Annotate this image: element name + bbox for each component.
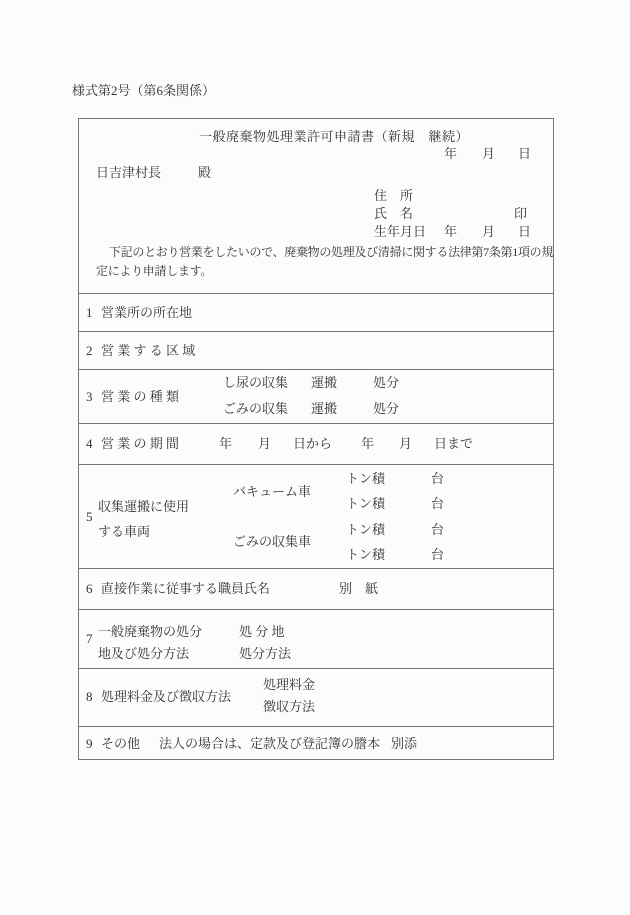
- processing-fee-label: 処理料金: [263, 677, 316, 692]
- birth-month-label: 月: [482, 224, 496, 239]
- row-number: 2: [86, 343, 93, 358]
- row-number: 1: [86, 305, 93, 320]
- row-number: 3: [86, 389, 93, 404]
- period-from-day: 日から: [293, 436, 333, 451]
- unit-count-label: 台: [431, 522, 445, 537]
- row-number: 4: [86, 436, 93, 451]
- table-row-6-staff-names: [79, 568, 553, 609]
- garbage-transport-option: 運搬: [311, 401, 338, 416]
- date-day-label: 日: [518, 146, 532, 161]
- row-label: 営 業 の 種 類: [101, 389, 180, 404]
- table-row-7-disposal-site: [79, 609, 553, 668]
- row-number: 9: [86, 736, 93, 751]
- unit-count-label: 台: [431, 496, 445, 511]
- tonnage-label: トン積: [346, 496, 386, 511]
- application-form-box: [78, 118, 554, 760]
- date-year-label: 年: [444, 146, 458, 161]
- declaration-line-1: 下記のとおり営業をしたいので、廃棄物の処理及び清掃に関する法律第7条第1項の規: [109, 245, 554, 259]
- table-row-8-fees: [79, 668, 553, 726]
- row-label: その他: [101, 736, 141, 751]
- row-number: 5: [86, 509, 93, 524]
- declaration-text: [96, 243, 553, 281]
- declaration-line-2: 定により申請します。: [96, 264, 213, 278]
- unit-count-label: 台: [431, 547, 445, 562]
- form-code: 様式第2号（第6条関係）: [72, 83, 216, 98]
- garbage-truck-label: ごみの収集車: [233, 534, 312, 549]
- row-number: 8: [86, 689, 93, 704]
- nightsoil-disposal-option: 処分: [373, 375, 400, 390]
- disposal-site-label: 処 分 地: [239, 624, 285, 639]
- row-number: 7: [86, 631, 93, 646]
- row-label: 直接作業に従事する職員氏名: [101, 581, 271, 596]
- form-title: 一般廃棄物処理業許可申請書（新規 継続）: [198, 129, 469, 144]
- seal-label: 印: [514, 206, 528, 221]
- tonnage-label: トン積: [346, 471, 386, 486]
- attached-sheet-note: 別 紙: [339, 581, 379, 596]
- row-label: 処理料金及び徴収方法: [101, 689, 232, 704]
- period-to-day: 日まで: [434, 436, 474, 451]
- table-row-5-vehicles: [79, 464, 553, 568]
- nightsoil-transport-option: 運搬: [311, 375, 338, 390]
- unit-count-label: 台: [431, 471, 445, 486]
- row-label-line-1: 収集運搬に使用: [98, 499, 190, 514]
- date-month-label: 月: [482, 146, 496, 161]
- table-row-4-business-period: [79, 423, 553, 464]
- row-label: 営 業 す る 区 域: [101, 343, 196, 358]
- birth-year-label: 年: [444, 224, 458, 239]
- row-label-line-2: 地及び処分方法: [98, 646, 190, 661]
- period-from-year: 年: [219, 436, 233, 451]
- corporation-documents-note: 法人の場合は、定款及び登記簿の謄本: [159, 736, 381, 751]
- vacuum-truck-label: バキューム車: [233, 484, 312, 499]
- name-label: 氏 名: [374, 206, 414, 221]
- nightsoil-collection-label: し尿の収集: [223, 375, 289, 390]
- addressee-name: 日吉津村長: [96, 165, 162, 180]
- address-label: 住 所: [374, 188, 414, 203]
- birthdate-label: 生年月日: [374, 224, 427, 239]
- row-label-line-1: 一般廃棄物の処分: [98, 624, 203, 639]
- tonnage-label: トン積: [346, 547, 386, 562]
- garbage-collection-label: ごみの収集: [223, 401, 289, 416]
- garbage-disposal-option: 処分: [373, 401, 400, 416]
- addressee-honorific: 殿: [198, 165, 212, 180]
- row-label-line-2: する車両: [98, 524, 151, 539]
- form-table: [79, 293, 553, 759]
- birth-day-label: 日: [518, 224, 532, 239]
- row-label: 営業所の所在地: [101, 305, 193, 320]
- disposal-method-label: 処分方法: [239, 646, 292, 661]
- table-row-9-other: [79, 726, 553, 759]
- period-to-month: 月: [399, 436, 413, 451]
- table-row-2-business-area: [79, 331, 553, 369]
- period-to-year: 年: [361, 436, 375, 451]
- collection-method-label: 徴収方法: [263, 699, 316, 714]
- attachment-note: 別添: [391, 736, 418, 751]
- table-row-1-business-office: [79, 293, 553, 331]
- tonnage-label: トン積: [346, 522, 386, 537]
- period-from-month: 月: [258, 436, 272, 451]
- row-label: 営 業 の 期 間: [101, 436, 180, 451]
- row-number: 6: [86, 581, 93, 596]
- table-row-3-business-type: [79, 369, 553, 423]
